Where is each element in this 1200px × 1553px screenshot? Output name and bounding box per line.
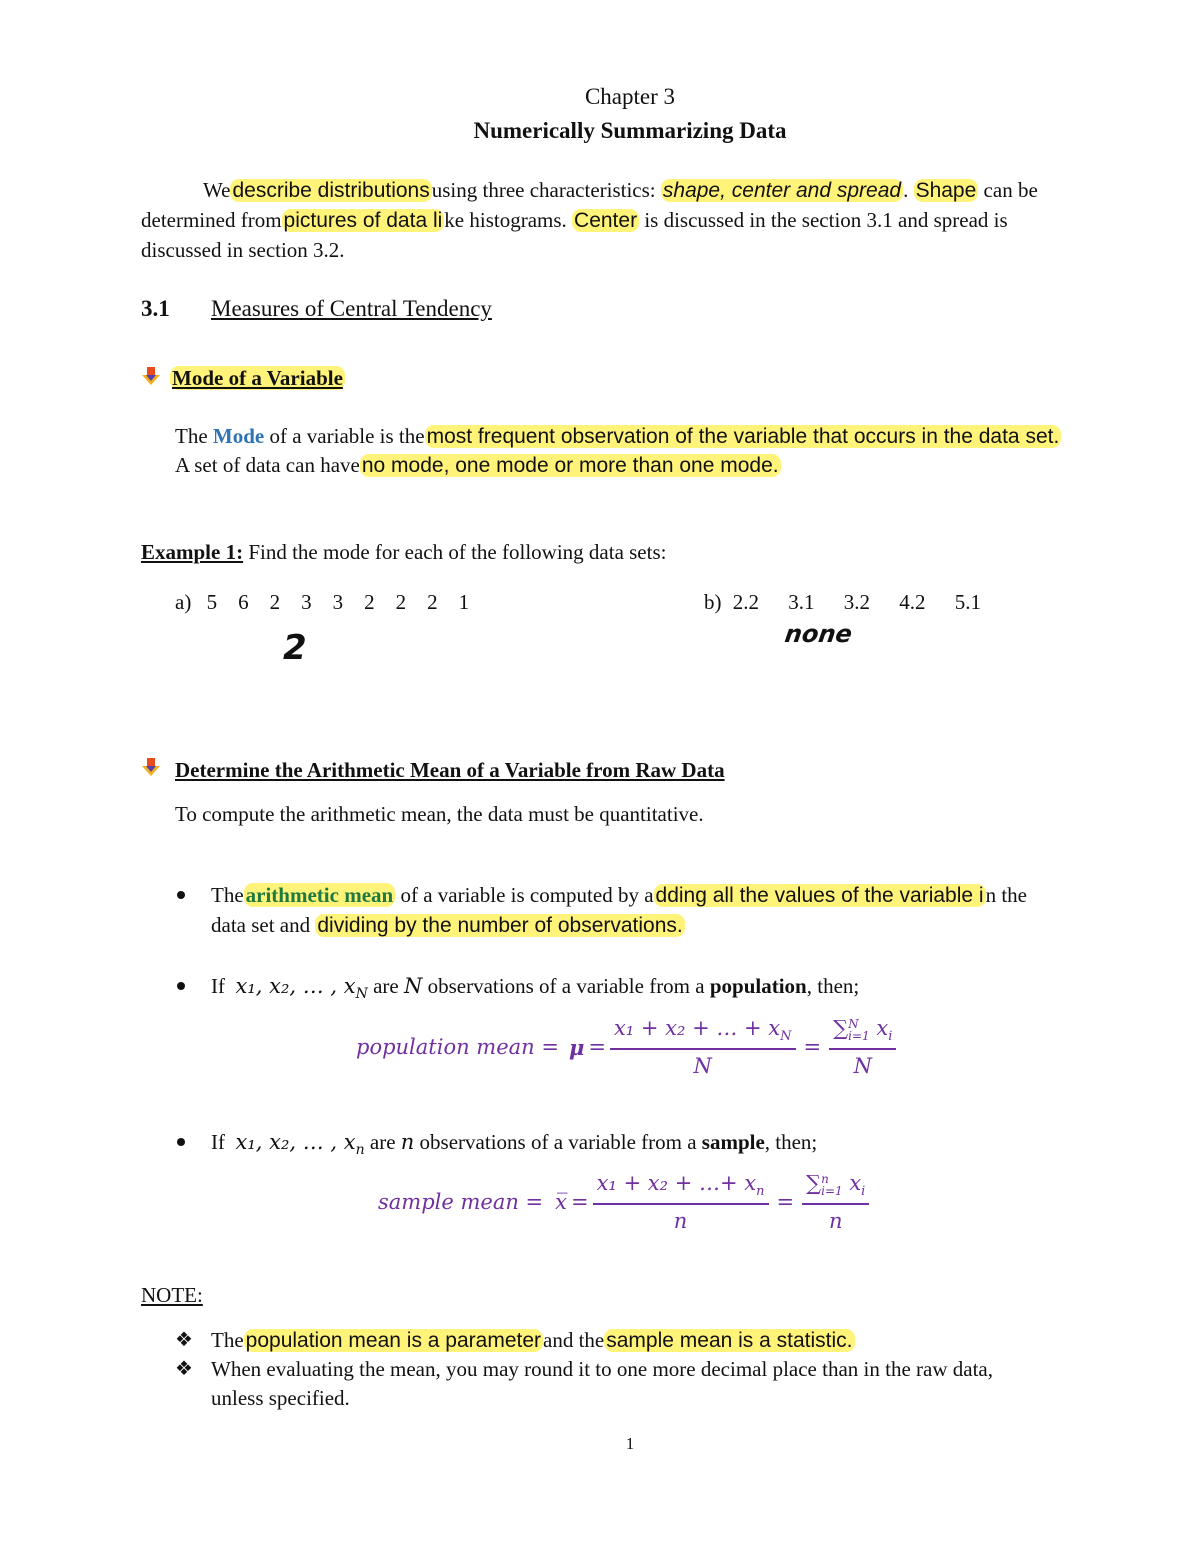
note-item-1 [211, 1325, 855, 1356]
sum-lower: i=1 [821, 1183, 843, 1198]
sum-term-subscript: i [888, 1029, 893, 1045]
value: 4.2 [899, 590, 926, 614]
value: 2 [427, 590, 438, 614]
note-label: NOTE: [141, 1283, 203, 1307]
diamond-bullet-icon: ❖ [175, 1358, 193, 1380]
example-text: Find the mode for each of the following data sets: [248, 540, 667, 564]
dataset-b [704, 587, 981, 617]
sum-term: x [849, 1171, 862, 1195]
denominator: n [673, 1209, 688, 1234]
text: The [211, 883, 244, 907]
text: n the [985, 883, 1027, 907]
value: 1 [458, 590, 470, 614]
math-subscript: n [355, 1142, 365, 1159]
sample-term: sample [701, 1130, 765, 1154]
text: A set of data can have [175, 453, 360, 477]
mu-symbol: μ [568, 1034, 585, 1060]
numerator: x₁ + x₂ + …+ x [596, 1171, 757, 1195]
highlight: pictures of data li [283, 209, 443, 232]
intro-text: using three characteristics: [431, 178, 656, 202]
page-title: Numerically Summarizing Data [473, 118, 787, 143]
bullet-dot [177, 891, 185, 899]
handwritten-answer-b: none [783, 620, 854, 648]
math-variables: x₁, x₂, … , x [235, 1130, 356, 1154]
mean-bullet-1-line-1 [211, 880, 1027, 911]
x-bar-symbol: x̅ [555, 1190, 567, 1215]
text: of a variable is the [269, 424, 425, 448]
text: observations of a variable from a [419, 1130, 697, 1154]
mean-intro: To compute the arithmetic mean, the data must be quantitative. [175, 802, 704, 826]
sample-mean-formula: sample mean = x̅ = $\frac{x_1 + x_2 + \dots+ x_n}{n}$ = ∑ n i=1 $x_i$ n [378, 1171, 869, 1233]
sum-term: x [876, 1016, 889, 1040]
mean-bullet-3 [211, 1127, 817, 1165]
section-title: Measures of Central Tendency [211, 296, 492, 321]
arrow-down-bullet-icon [141, 757, 161, 777]
text: , then; [806, 974, 860, 998]
numerator-subscript: N [780, 1029, 792, 1045]
sigma-icon: ∑ [833, 1016, 849, 1040]
value: 3.1 [788, 590, 815, 614]
bullet-dot [177, 982, 185, 990]
intro-text: determined from [141, 208, 282, 232]
population-fraction [610, 1016, 796, 1078]
dataset-a [175, 587, 469, 617]
highlight: describe distributions [232, 179, 430, 202]
sum-lower: i=1 [848, 1028, 870, 1043]
intro-line-1 [203, 175, 1038, 206]
formula-label: sample mean = [378, 1190, 544, 1215]
value: 2 [395, 590, 407, 614]
value: 3.2 [843, 590, 870, 614]
formula-label: population mean = [356, 1035, 559, 1060]
value: 3 [332, 590, 344, 614]
mean-heading: Determine the Arithmetic Mean of a Variable from Raw Data [175, 758, 725, 782]
mode-heading-text: Mode of a Variable [172, 366, 343, 390]
sample-sum-fraction [802, 1171, 869, 1233]
arrow-down-bullet-icon [141, 366, 161, 386]
text: are [369, 1130, 396, 1154]
page-number: 1 [625, 1434, 635, 1453]
denominator: N [853, 1054, 872, 1079]
text: observations of a variable from a [427, 974, 705, 998]
text: are [373, 974, 399, 998]
value: 6 [238, 590, 249, 614]
intro-line-3: discussed in section 3.2. [141, 238, 345, 262]
example-1 [141, 537, 666, 567]
arithmetic-mean-term: arithmetic mean [245, 883, 394, 907]
highlight: Shape [915, 179, 977, 202]
bullet-dot [177, 1138, 185, 1146]
dataset-b-label: b) [704, 590, 722, 614]
mean-bullet-2 [211, 971, 859, 1009]
intro-text: . [903, 178, 909, 202]
mode-heading [170, 363, 345, 393]
intro-text: is discussed in the section 3.1 and spread is [644, 208, 1008, 232]
diamond-bullet-icon: ❖ [175, 1329, 193, 1351]
text: and the [543, 1328, 605, 1352]
dataset-a-values [207, 590, 470, 614]
highlight: Center [574, 209, 638, 232]
text: If [211, 1130, 225, 1154]
population-term: population [709, 974, 807, 998]
sample-fraction [593, 1171, 769, 1233]
highlight: dividing by the number of observations. [317, 914, 683, 937]
population-mean-formula: population mean = μ = $\frac{x_1 + x_2 + \dots + x_N}{N}$ = ∑ N i=1 $x_i$ N [356, 1016, 896, 1078]
population-sum-fraction [829, 1016, 896, 1078]
highlight: no mode, one mode or more than one mode. [361, 454, 779, 477]
value: 2 [269, 590, 281, 614]
example-label: Example 1: [141, 540, 244, 564]
highlight: shape, center and spread [662, 179, 902, 202]
note-item-2-line-1: When evaluating the mean, you may round it to one more decimal place than in the raw data, [211, 1357, 993, 1381]
highlight: sample mean is a statistic. [606, 1329, 853, 1352]
intro-text: ke histograms. [444, 208, 567, 232]
denominator: N [693, 1054, 712, 1079]
numerator: x₁ + x₂ + … + x [613, 1016, 781, 1040]
text: The [211, 1328, 244, 1352]
math-variables: x₁, x₂, … , x [235, 974, 356, 998]
note-item-2-line-2: unless specified. [211, 1386, 350, 1410]
value: 2 [364, 590, 375, 614]
math-N: N [403, 974, 423, 998]
sigma-icon: ∑ [806, 1171, 822, 1195]
intro-line-2 [141, 205, 1008, 236]
value: 3 [301, 590, 312, 614]
mode-definition-line-2 [175, 450, 781, 481]
math-n: n [400, 1130, 415, 1154]
intro-text: can be [983, 178, 1038, 202]
numerator-subscript: n [756, 1184, 765, 1200]
text: The [175, 424, 208, 448]
handwritten-answer-a: 2 [283, 628, 307, 668]
text: If [211, 974, 225, 998]
value: 5 [206, 590, 218, 614]
mode-definition-line-1 [175, 421, 1061, 452]
mode-term: Mode [212, 424, 265, 448]
sum-upper: N [848, 1016, 859, 1031]
mean-bullet-1-line-2 [211, 910, 685, 941]
sum-upper: n [821, 1171, 829, 1186]
section-number: 3.1 [141, 296, 170, 321]
text: , then; [764, 1130, 818, 1154]
chapter-label: Chapter 3 [584, 84, 676, 109]
highlight: most frequent observation of the variable that occurs in the data set. [426, 425, 1060, 448]
denominator: n [828, 1209, 843, 1234]
math-subscript: N [355, 986, 368, 1003]
value: 5.1 [954, 590, 981, 614]
highlight: dding all the values of the variable i [655, 884, 984, 907]
highlight: population mean is a parameter [245, 1329, 541, 1352]
text: of a variable is computed by a [400, 883, 654, 907]
text: data set and [211, 913, 311, 937]
sum-term-subscript: i [861, 1184, 866, 1200]
value: 2.2 [732, 590, 759, 614]
intro-text: We [203, 178, 231, 202]
dataset-a-label: a) [175, 590, 192, 614]
